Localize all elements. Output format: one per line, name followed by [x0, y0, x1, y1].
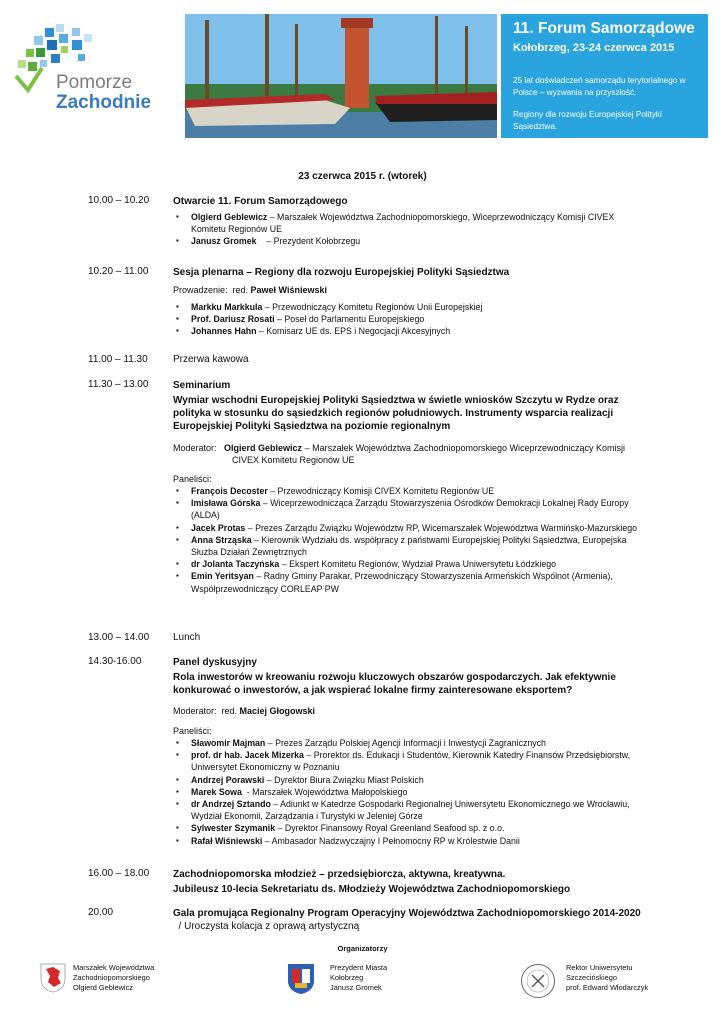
panelist — [173, 749, 648, 773]
panelist-role: – Kierownik Wydziału ds. współpracy z państwami Europejskiej Polityki Sąsiedztwa, Europejska Służba Działań Zewnętrznych — [191, 534, 627, 558]
organizer-1-line3: Olgierd Geblewicz — [73, 983, 133, 992]
panelist-role: – Ambasador Nadzwyczajny I Pełnomocny RP w Królestwie Danii — [262, 835, 520, 846]
panelist-name: François Decoster — [191, 486, 268, 496]
agenda-subtitle: Jubileusz 10-lecia Sekretariatu ds. Młodzieży Województwa Zachodniopomorskiego — [173, 884, 571, 895]
speaker-role: – Marszałek Województwa Zachodniopomorskiego, Wiceprzewodniczący Komisji CIVEX Komitetu Regionów UE — [191, 212, 615, 235]
panelist-role: – Dyrektor Biura Związku Miast Polskich — [264, 774, 424, 785]
moderator-line — [173, 706, 648, 716]
agenda-title: Seminarium — [173, 380, 231, 391]
university-seal-icon — [520, 963, 556, 999]
speaker-list — [173, 301, 648, 338]
day-heading: 23 czerwca 2015 r. (wtorek) — [298, 171, 427, 182]
panelist-role: – Prorektor ds. Edukacji i Studentów, Kierownik Katedry Finansów Przedsiębiorstw, Uniwersytet Ekonomiczny w Poznaniu — [191, 750, 631, 773]
agenda-time: 20.00 — [88, 907, 114, 918]
speaker — [173, 235, 648, 247]
panelist — [173, 570, 648, 594]
panelist — [173, 485, 648, 497]
panelist-name: Emin Yeritsyan — [191, 571, 254, 582]
panelist-role: – Ekspert Komitetu Regionów, Wydział Prawa Uniwersytetu Łódzkiego — [279, 559, 557, 570]
agenda-subtitle: Rola inwestorów w kreowaniu rozwoju kluczowych obszarów gospodarczych. Jak efektywnie konkurować o inwestorów, a jak wspierać lokalne firmy zainteresowane eksportem? — [173, 672, 616, 696]
panel-label: Paneliści: — [173, 726, 212, 736]
panelist-name: dr Andrzej Sztando — [191, 799, 271, 810]
panelist — [173, 835, 648, 847]
agenda-time: 13.00 – 14.00 — [88, 632, 150, 643]
forum-place-date: Kołobrzeg, 23-24 czerwca 2015 — [513, 42, 675, 54]
agenda-time: 16.00 – 18.00 — [88, 868, 150, 879]
panelist-role: – Wiceprzewodnicząca Zarządu Stowarzyszenia Ośrodków Demokracji Lokalnej Rady Europy (ALDA) — [191, 498, 629, 521]
speaker-role: – Komisarz UE ds. EPS i Negocjacji Akcesyjnych — [256, 326, 451, 337]
voivodeship-coat-of-arms-icon — [40, 963, 66, 993]
speaker-name: Johannes Hahn — [191, 326, 257, 337]
moderator-label: Moderator: — [173, 443, 225, 453]
panelist-name: Anna Strząska — [191, 534, 252, 545]
panelist — [173, 774, 648, 786]
organizer-3-line2: Szczecińskiego — [566, 973, 617, 982]
organizer-3-line3: prof. Edward Włodarczyk — [566, 983, 649, 992]
speaker-role: – Prezydent Kołobrzegu — [256, 236, 361, 247]
organizer-1-line2: Zachodniopomorskiego — [73, 973, 150, 982]
agenda-time: 11.30 – 13.00 — [88, 379, 149, 390]
forum-title: 11. Forum Samorządowe — [513, 20, 695, 37]
agenda-subtitle: Wymiar wschodni Europejskiej Polityki Sąsiedztwa w świetle wniosków Szczytu w Rydze oraz polityka w stosunku do sąsiedzkich regionów południowych. Instrumenty wsparcia realizacji Europejskiej Polityki Sąsiedztwa na poziomie regionalnym — [173, 395, 619, 432]
organizer-1 — [73, 963, 154, 993]
panelist-role: – Przewodniczący Komisji CIVEX Komitetu Regionów UE — [267, 486, 495, 496]
speaker-role: – Poseł do Parlamentu Europejskiego — [274, 314, 425, 325]
panel-label: Paneliści: — [173, 474, 212, 484]
organizer-2 — [330, 963, 387, 993]
speaker-role: – Przewodniczący Komitetu Regionów Unii Europejskiej — [262, 302, 483, 312]
panelist-role: – Radny Gminy Parakar, Przewodniczący Stowarzyszenia Armeńskich Wspólnot (Armenia), Współprzewodniczący CORLEAP PW — [191, 571, 613, 594]
panelist — [173, 534, 648, 558]
panelist-name: Jacek Protas — [191, 522, 246, 533]
kolobrzeg-coat-of-arms-icon — [287, 963, 315, 995]
moderator-name: Olgierd Geblewicz — [224, 443, 303, 453]
header — [0, 0, 725, 150]
speaker-name: Prof. Dariusz Rosati — [191, 314, 275, 325]
forum-tagline-2: Regiony dla rozwoju Europejskiej Polityki Sąsiedztwa. — [513, 110, 662, 131]
panelist-list — [173, 485, 648, 595]
panelist — [173, 737, 648, 749]
panelist-list — [173, 737, 648, 847]
agenda-title: Lunch — [173, 632, 201, 643]
speaker — [173, 313, 648, 325]
organizer-2-line1: Prezydent Miasta — [330, 963, 388, 972]
harbor-photo — [185, 14, 497, 138]
speaker — [173, 211, 648, 235]
logo-text-pomorze: Pomorze — [56, 72, 133, 93]
panelist-name: dr Jolanta Taczyńska — [191, 559, 280, 570]
agenda-title — [173, 907, 648, 933]
logo-text-zachodnie: Zachodnie — [56, 92, 152, 113]
panelist-role: – Prezes Zarządu Związku Województw RP, Wicemarszałek Województwa Warmińsko-Mazurskiego — [245, 522, 638, 533]
panelist — [173, 786, 648, 798]
speaker-name: Markku Markkula — [191, 302, 263, 312]
speaker — [173, 325, 648, 337]
panelist-name: Imisława Górska — [191, 498, 261, 509]
forum-tagline-1: 25 lat doświadczeń samorządu terytorialnego w Polsce – wyzwania na przyszłość. — [513, 76, 686, 97]
panelist-name: Andrzej Porawski — [191, 774, 265, 785]
moderator-line — [173, 442, 648, 466]
moderator-label: Moderator: red. — [173, 706, 240, 716]
panelist — [173, 822, 648, 834]
panelist — [173, 497, 648, 521]
organizer-2-line2: Kołobrzeg — [330, 973, 364, 982]
gala-title: Gala promująca Regionalny Program Operacyjny Województwa Zachodniopomorskiego 2014-2020 — [173, 908, 641, 919]
agenda-time: 11.00 – 11.30 — [88, 354, 148, 365]
agenda-title: Zachodniopomorska młodzież – przedsiębiorcza, aktywna, kreatywna. — [173, 869, 506, 880]
speaker-name: Olgierd Geblewicz — [191, 212, 268, 222]
panelist — [173, 798, 648, 822]
moderator-name: Maciej Głogowski — [239, 706, 316, 716]
moderator-role: – Marszałek Województwa Zachodniopomorskiego Wiceprzewodniczący Komisji CIVEX Komitetu Regionów UE — [232, 443, 626, 465]
agenda-title: Sesja plenarna – Regiony dla rozwoju Europejskiej Polityki Sąsiedztwa — [173, 267, 510, 278]
panelist-role: – Prezes Zarządu Polskiej Agencji Informacji i Inwestycji Zagranicznych — [265, 738, 546, 748]
panelist-name: prof. dr hab. Jacek Mizerka — [191, 750, 304, 761]
organizers-heading: Organizatorzy — [337, 944, 388, 953]
agenda-time: 10.20 – 11.00 — [88, 266, 149, 277]
agenda-title: Przerwa kawowa — [173, 354, 249, 365]
panelist-role: – Dyrektor Finansowy Royal Greenland Seafood sp. z o.o. — [275, 823, 505, 834]
agenda-title: Otwarcie 11. Forum Samorządowego — [173, 196, 348, 207]
panelist-name: Marek Sowa — [191, 786, 242, 797]
chair-label: Prowadzenie: red. — [173, 285, 251, 295]
panelist-role: – Adiunkt w Katedrze Gospodarki Regionalnej Uniwersytetu Ekonomicznego we Wrocławiu, Wydział Ekonomii, Zarządzania i Turystyki w Jeleniej Górze — [191, 799, 630, 822]
agenda-time: 14.30-16.00 — [88, 656, 142, 667]
agenda-time: 10.00 – 10.20 — [88, 195, 150, 206]
speaker-name: Janusz Gromek — [191, 236, 257, 247]
gala-subtitle: / Uroczysta kolacja z oprawą artystyczną — [173, 921, 360, 932]
organizer-3 — [566, 963, 648, 993]
forum-info-panel — [501, 14, 708, 138]
panelist-name: Sylwester Szymanik — [191, 823, 276, 834]
panelist — [173, 522, 648, 534]
panelist — [173, 558, 648, 570]
chair-line — [173, 285, 648, 295]
panelist-role: - Marszałek Województwa Małopolskiego — [241, 786, 408, 797]
chair-name: Paweł Wiśniewski — [250, 285, 327, 295]
agenda-title: Panel dyskusyjny — [173, 657, 257, 668]
panelist-name: Rafał Wiśniewski — [191, 835, 263, 846]
organizer-2-line3: Janusz Gromek — [330, 983, 382, 992]
speaker-list — [173, 211, 648, 248]
speaker — [173, 301, 648, 313]
organizer-1-line1: Marszałek Województwa — [73, 963, 155, 972]
organizer-3-line1: Rektor Uniwersytetu — [566, 963, 633, 972]
panelist-name: Sławomir Majman — [191, 738, 266, 748]
